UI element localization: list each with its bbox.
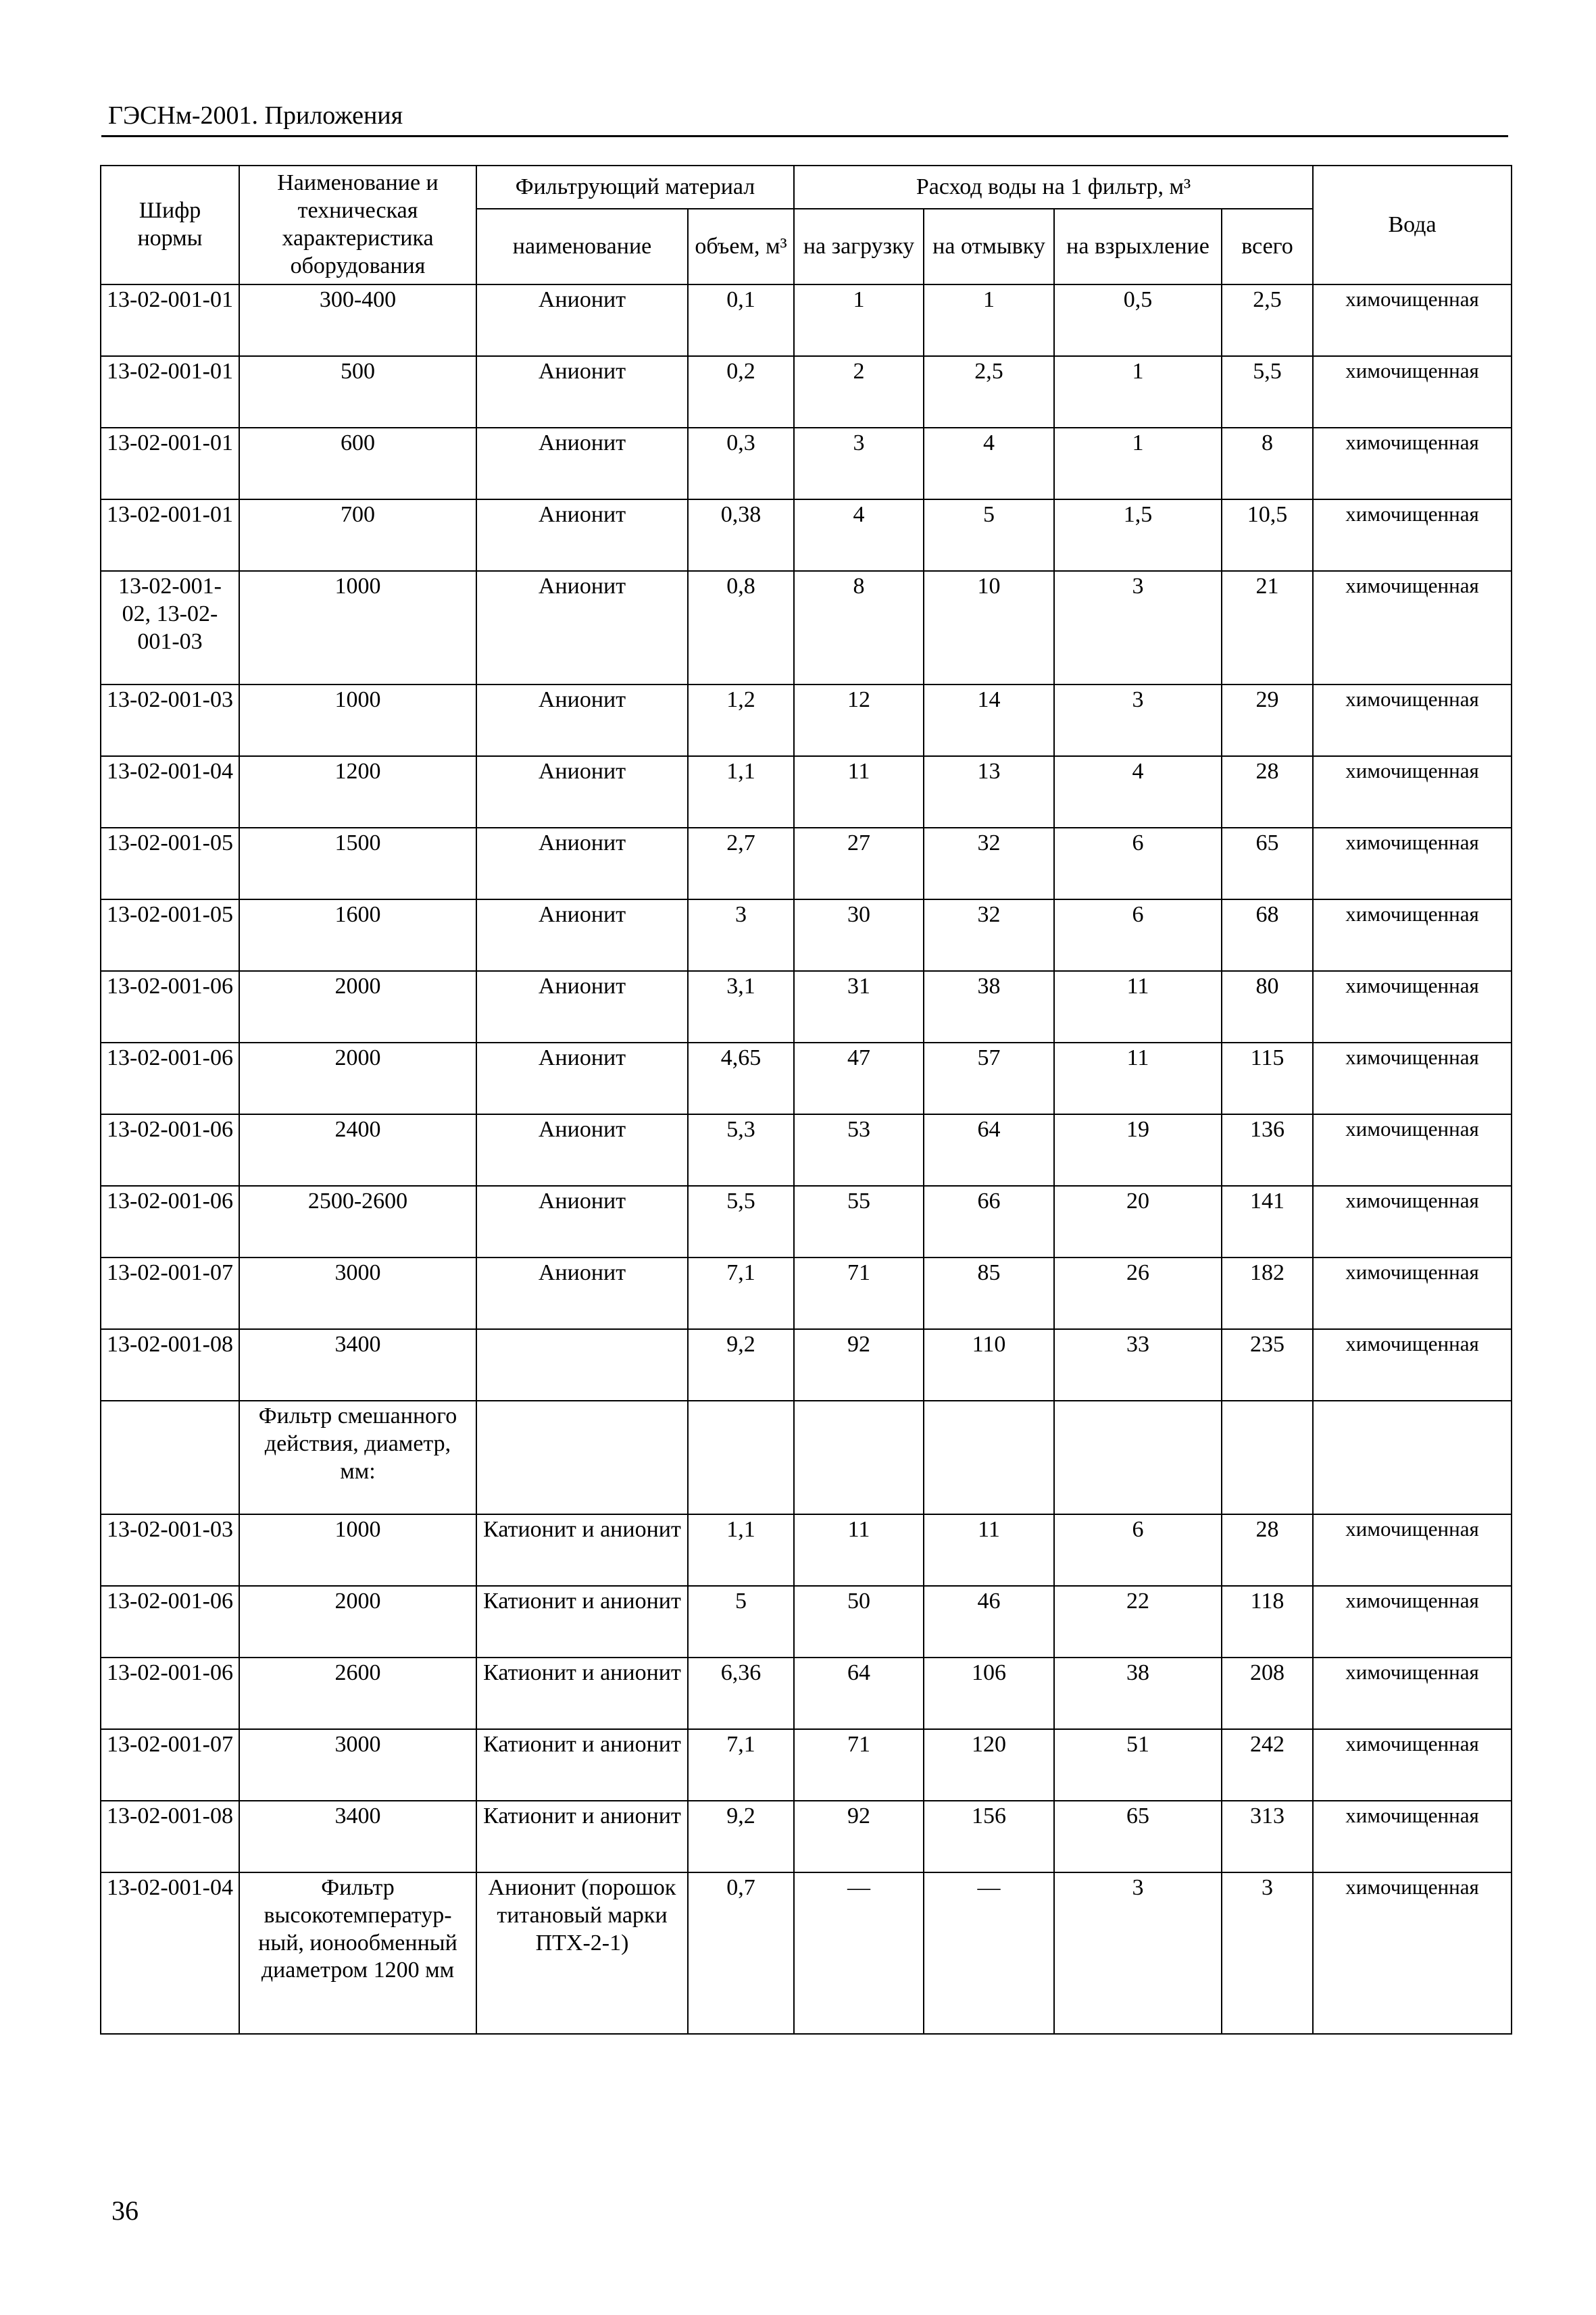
table-row <box>101 756 1512 828</box>
cell-water: химочищенная <box>1313 1514 1512 1586</box>
table-row <box>101 971 1512 1043</box>
table-row <box>101 899 1512 971</box>
cell-washing: 32 <box>924 899 1054 971</box>
cell-water: химочищенная <box>1313 284 1512 356</box>
cell-washing <box>924 1401 1054 1514</box>
cell-equipment: 2600 <box>239 1658 476 1729</box>
cell-loading: 11 <box>794 1514 924 1586</box>
cell-loading: 11 <box>794 756 924 828</box>
cell-loading: 3 <box>794 428 924 499</box>
cell-equipment: 1600 <box>239 899 476 971</box>
cell-loosening: 4 <box>1054 756 1222 828</box>
cell-total: 141 <box>1222 1186 1313 1258</box>
cell-washing: 11 <box>924 1514 1054 1586</box>
cell-water: химочищенная <box>1313 356 1512 428</box>
cell-total: 118 <box>1222 1586 1313 1658</box>
running-head: ГЭСНм-2001. Приложения <box>108 101 403 130</box>
cell-volume: 3 <box>688 899 794 971</box>
table-row <box>101 1729 1512 1801</box>
cell-water: химочищенная <box>1313 684 1512 756</box>
table-row <box>101 284 1512 356</box>
cell-total: 65 <box>1222 828 1313 899</box>
cell-total: 3 <box>1222 1872 1313 2034</box>
cell-water: химочищенная <box>1313 756 1512 828</box>
table-row <box>101 684 1512 756</box>
cell-water: химочищенная <box>1313 428 1512 499</box>
cell-material: Катионит и анионит <box>476 1729 688 1801</box>
cell-loading: 30 <box>794 899 924 971</box>
cell-equipment: 2500-2600 <box>239 1186 476 1258</box>
cell-equipment: 1200 <box>239 756 476 828</box>
cell-loosening: 11 <box>1054 1043 1222 1114</box>
cell-loading: 31 <box>794 971 924 1043</box>
cell-code: 13-02-001-02, 13-02-001-03 <box>101 571 239 684</box>
cell-code: 13-02-001-08 <box>101 1329 239 1401</box>
cell-water: химочищенная <box>1313 828 1512 899</box>
header-water: Вода <box>1313 166 1512 284</box>
cell-loading: 64 <box>794 1658 924 1729</box>
cell-volume: 0,8 <box>688 571 794 684</box>
header-material-volume: объем, м³ <box>688 209 794 284</box>
cell-washing: 13 <box>924 756 1054 828</box>
cell-water: химочищенная <box>1313 1043 1512 1114</box>
cell-code: 13-02-001-01 <box>101 428 239 499</box>
cell-total: 21 <box>1222 571 1313 684</box>
cell-volume: 5,3 <box>688 1114 794 1186</box>
cell-total: 28 <box>1222 1514 1313 1586</box>
cell-total: 208 <box>1222 1658 1313 1729</box>
cell-code: 13-02-001-06 <box>101 1043 239 1114</box>
cell-loosening: 20 <box>1054 1186 1222 1258</box>
cell-water: химочищенная <box>1313 1329 1512 1401</box>
cell-code: 13-02-001-05 <box>101 828 239 899</box>
cell-loosening: 51 <box>1054 1729 1222 1801</box>
cell-loosening: 3 <box>1054 684 1222 756</box>
cell-equipment: 3000 <box>239 1258 476 1329</box>
table-body <box>101 284 1512 2034</box>
cell-code: 13-02-001-06 <box>101 971 239 1043</box>
cell-loosening <box>1054 1401 1222 1514</box>
cell-code: 13-02-001-06 <box>101 1186 239 1258</box>
cell-total: 182 <box>1222 1258 1313 1329</box>
cell-total <box>1222 1401 1313 1514</box>
cell-loading: 50 <box>794 1586 924 1658</box>
cell-water <box>1313 1401 1512 1514</box>
cell-equipment: 2400 <box>239 1114 476 1186</box>
header-loading: на загрузку <box>794 209 924 284</box>
cell-volume: 5,5 <box>688 1186 794 1258</box>
filter-water-table <box>100 165 1512 2035</box>
table-row <box>101 1514 1512 1586</box>
cell-volume: 0,2 <box>688 356 794 428</box>
cell-material: Анионит <box>476 571 688 684</box>
cell-washing: 85 <box>924 1258 1054 1329</box>
cell-water: химочищенная <box>1313 1872 1512 2034</box>
cell-equipment: 2000 <box>239 971 476 1043</box>
table-row <box>101 1329 1512 1401</box>
table-row <box>101 1186 1512 1258</box>
cell-loosening: 1,5 <box>1054 499 1222 571</box>
cell-code: 13-02-001-06 <box>101 1658 239 1729</box>
cell-loosening: 11 <box>1054 971 1222 1043</box>
cell-material: Катионит и анионит <box>476 1586 688 1658</box>
cell-loosening: 0,5 <box>1054 284 1222 356</box>
cell-loosening: 3 <box>1054 571 1222 684</box>
cell-water: химочищенная <box>1313 1258 1512 1329</box>
cell-washing: 64 <box>924 1114 1054 1186</box>
cell-equipment: Фильтр смешанного действия, диаметр, мм: <box>239 1401 476 1514</box>
table-row <box>101 1658 1512 1729</box>
cell-washing: 46 <box>924 1586 1054 1658</box>
cell-equipment: 1000 <box>239 1514 476 1586</box>
table-row <box>101 1801 1512 1872</box>
cell-code: 13-02-001-06 <box>101 1114 239 1186</box>
cell-loading: 4 <box>794 499 924 571</box>
cell-material: Анионит <box>476 356 688 428</box>
header-water-consumption: Расход воды на 1 фильтр, м³ <box>794 166 1313 209</box>
cell-water: химочищенная <box>1313 1658 1512 1729</box>
cell-equipment: 3400 <box>239 1329 476 1401</box>
cell-material: Анионит <box>476 1043 688 1114</box>
cell-water: химочищенная <box>1313 1186 1512 1258</box>
cell-loosening: 1 <box>1054 356 1222 428</box>
cell-loosening: 26 <box>1054 1258 1222 1329</box>
cell-volume: 9,2 <box>688 1329 794 1401</box>
cell-loosening: 1 <box>1054 428 1222 499</box>
cell-total: 80 <box>1222 971 1313 1043</box>
cell-volume: 0,38 <box>688 499 794 571</box>
cell-code: 13-02-001-07 <box>101 1258 239 1329</box>
table-row <box>101 1872 1512 2034</box>
cell-volume: 5 <box>688 1586 794 1658</box>
cell-washing: 10 <box>924 571 1054 684</box>
cell-loading: 47 <box>794 1043 924 1114</box>
cell-equipment: 1000 <box>239 571 476 684</box>
cell-volume: 7,1 <box>688 1729 794 1801</box>
cell-water: химочищенная <box>1313 571 1512 684</box>
cell-equipment: 1000 <box>239 684 476 756</box>
cell-material: Анионит <box>476 1258 688 1329</box>
cell-loading <box>794 1401 924 1514</box>
cell-material: Катионит и анионит <box>476 1658 688 1729</box>
cell-washing: 120 <box>924 1729 1054 1801</box>
cell-loading: 55 <box>794 1186 924 1258</box>
cell-equipment: 1500 <box>239 828 476 899</box>
cell-material: Катионит и анионит <box>476 1514 688 1586</box>
cell-volume: 3,1 <box>688 971 794 1043</box>
cell-volume: 0,7 <box>688 1872 794 2034</box>
cell-equipment: 3000 <box>239 1729 476 1801</box>
header-filter-material: Фильтрующий материал <box>476 166 794 209</box>
cell-code: 13-02-001-08 <box>101 1801 239 1872</box>
cell-washing: 110 <box>924 1329 1054 1401</box>
cell-total: 313 <box>1222 1801 1313 1872</box>
cell-total: 28 <box>1222 756 1313 828</box>
cell-equipment: 2000 <box>239 1586 476 1658</box>
cell-total: 115 <box>1222 1043 1313 1114</box>
cell-washing: 14 <box>924 684 1054 756</box>
cell-material: Анионит <box>476 1114 688 1186</box>
cell-total: 68 <box>1222 899 1313 971</box>
header-material-name: наименование <box>476 209 688 284</box>
cell-volume: 4,65 <box>688 1043 794 1114</box>
cell-washing: 4 <box>924 428 1054 499</box>
cell-loading: 71 <box>794 1729 924 1801</box>
cell-loading: 12 <box>794 684 924 756</box>
cell-washing: 106 <box>924 1658 1054 1729</box>
cell-volume: 1,2 <box>688 684 794 756</box>
cell-equipment: 3400 <box>239 1801 476 1872</box>
cell-loosening: 22 <box>1054 1586 1222 1658</box>
cell-code: 13-02-001-05 <box>101 899 239 971</box>
cell-loosening: 38 <box>1054 1658 1222 1729</box>
cell-total: 235 <box>1222 1329 1313 1401</box>
cell-equipment: 700 <box>239 499 476 571</box>
cell-loading: 71 <box>794 1258 924 1329</box>
header-rule <box>101 135 1508 137</box>
header-equipment: Наименование и техническая характеристика оборудования <box>239 166 476 284</box>
table-row <box>101 828 1512 899</box>
table-row <box>101 1114 1512 1186</box>
cell-volume: 0,3 <box>688 428 794 499</box>
cell-volume: 6,36 <box>688 1658 794 1729</box>
cell-code: 13-02-001-07 <box>101 1729 239 1801</box>
header-loosening: на взрыхление <box>1054 209 1222 284</box>
cell-equipment: Фильтр высокотемператур-ный, ионообменный диаметром 1200 мм <box>239 1872 476 2034</box>
cell-material: Анионит <box>476 1186 688 1258</box>
cell-code: 13-02-001-03 <box>101 1514 239 1586</box>
cell-equipment: 2000 <box>239 1043 476 1114</box>
cell-loading: 1 <box>794 284 924 356</box>
cell-code: 13-02-001-03 <box>101 684 239 756</box>
cell-loosening: 19 <box>1054 1114 1222 1186</box>
cell-equipment: 500 <box>239 356 476 428</box>
table-row <box>101 1586 1512 1658</box>
cell-loading: — <box>794 1872 924 2034</box>
cell-material: Анионит <box>476 284 688 356</box>
cell-loosening: 3 <box>1054 1872 1222 2034</box>
cell-material: Анионит <box>476 756 688 828</box>
cell-water: химочищенная <box>1313 1801 1512 1872</box>
cell-code: 13-02-001-04 <box>101 756 239 828</box>
table-row <box>101 1258 1512 1329</box>
header-code: Шифр нормы <box>101 166 239 284</box>
cell-total: 29 <box>1222 684 1313 756</box>
cell-equipment: 600 <box>239 428 476 499</box>
cell-water: химочищенная <box>1313 499 1512 571</box>
cell-washing: 156 <box>924 1801 1054 1872</box>
cell-total: 10,5 <box>1222 499 1313 571</box>
cell-loading: 53 <box>794 1114 924 1186</box>
cell-washing: 32 <box>924 828 1054 899</box>
cell-total: 5,5 <box>1222 356 1313 428</box>
cell-material: Анионит <box>476 428 688 499</box>
page-number: 36 <box>111 2195 139 2226</box>
header-washing: на отмывку <box>924 209 1054 284</box>
cell-total: 2,5 <box>1222 284 1313 356</box>
cell-washing: 2,5 <box>924 356 1054 428</box>
cell-material: Катионит и анионит <box>476 1801 688 1872</box>
cell-material: Анионит (порошок титановый марки ПТХ-2-1) <box>476 1872 688 2034</box>
cell-washing: — <box>924 1872 1054 2034</box>
cell-material <box>476 1401 688 1514</box>
cell-volume <box>688 1401 794 1514</box>
table-row <box>101 1043 1512 1114</box>
cell-code <box>101 1401 239 1514</box>
cell-total: 8 <box>1222 428 1313 499</box>
cell-washing: 66 <box>924 1186 1054 1258</box>
cell-water: химочищенная <box>1313 1114 1512 1186</box>
cell-loosening: 33 <box>1054 1329 1222 1401</box>
cell-material: Анионит <box>476 499 688 571</box>
cell-volume: 0,1 <box>688 284 794 356</box>
cell-total: 136 <box>1222 1114 1313 1186</box>
cell-loosening: 6 <box>1054 1514 1222 1586</box>
cell-volume: 9,2 <box>688 1801 794 1872</box>
cell-volume: 1,1 <box>688 1514 794 1586</box>
cell-volume: 2,7 <box>688 828 794 899</box>
cell-loading: 92 <box>794 1329 924 1401</box>
cell-loosening: 6 <box>1054 899 1222 971</box>
cell-material: Анионит <box>476 684 688 756</box>
header-total: всего <box>1222 209 1313 284</box>
cell-code: 13-02-001-06 <box>101 1586 239 1658</box>
cell-water: химочищенная <box>1313 899 1512 971</box>
cell-water: химочищенная <box>1313 971 1512 1043</box>
cell-washing: 1 <box>924 284 1054 356</box>
table-row <box>101 1401 1512 1514</box>
cell-material <box>476 1329 688 1401</box>
cell-loading: 92 <box>794 1801 924 1872</box>
table-row <box>101 499 1512 571</box>
cell-material: Анионит <box>476 971 688 1043</box>
cell-code: 13-02-001-01 <box>101 356 239 428</box>
cell-washing: 38 <box>924 971 1054 1043</box>
cell-loosening: 6 <box>1054 828 1222 899</box>
cell-material: Анионит <box>476 828 688 899</box>
cell-loading: 27 <box>794 828 924 899</box>
cell-material: Анионит <box>476 899 688 971</box>
cell-loosening: 65 <box>1054 1801 1222 1872</box>
cell-equipment: 300-400 <box>239 284 476 356</box>
cell-water: химочищенная <box>1313 1586 1512 1658</box>
cell-washing: 57 <box>924 1043 1054 1114</box>
cell-total: 242 <box>1222 1729 1313 1801</box>
cell-volume: 1,1 <box>688 756 794 828</box>
cell-volume: 7,1 <box>688 1258 794 1329</box>
table-row <box>101 428 1512 499</box>
cell-water: химочищенная <box>1313 1729 1512 1801</box>
cell-code: 13-02-001-01 <box>101 499 239 571</box>
table-row <box>101 571 1512 684</box>
cell-code: 13-02-001-01 <box>101 284 239 356</box>
cell-loading: 8 <box>794 571 924 684</box>
cell-loading: 2 <box>794 356 924 428</box>
table-row <box>101 356 1512 428</box>
cell-washing: 5 <box>924 499 1054 571</box>
cell-code: 13-02-001-04 <box>101 1872 239 2034</box>
